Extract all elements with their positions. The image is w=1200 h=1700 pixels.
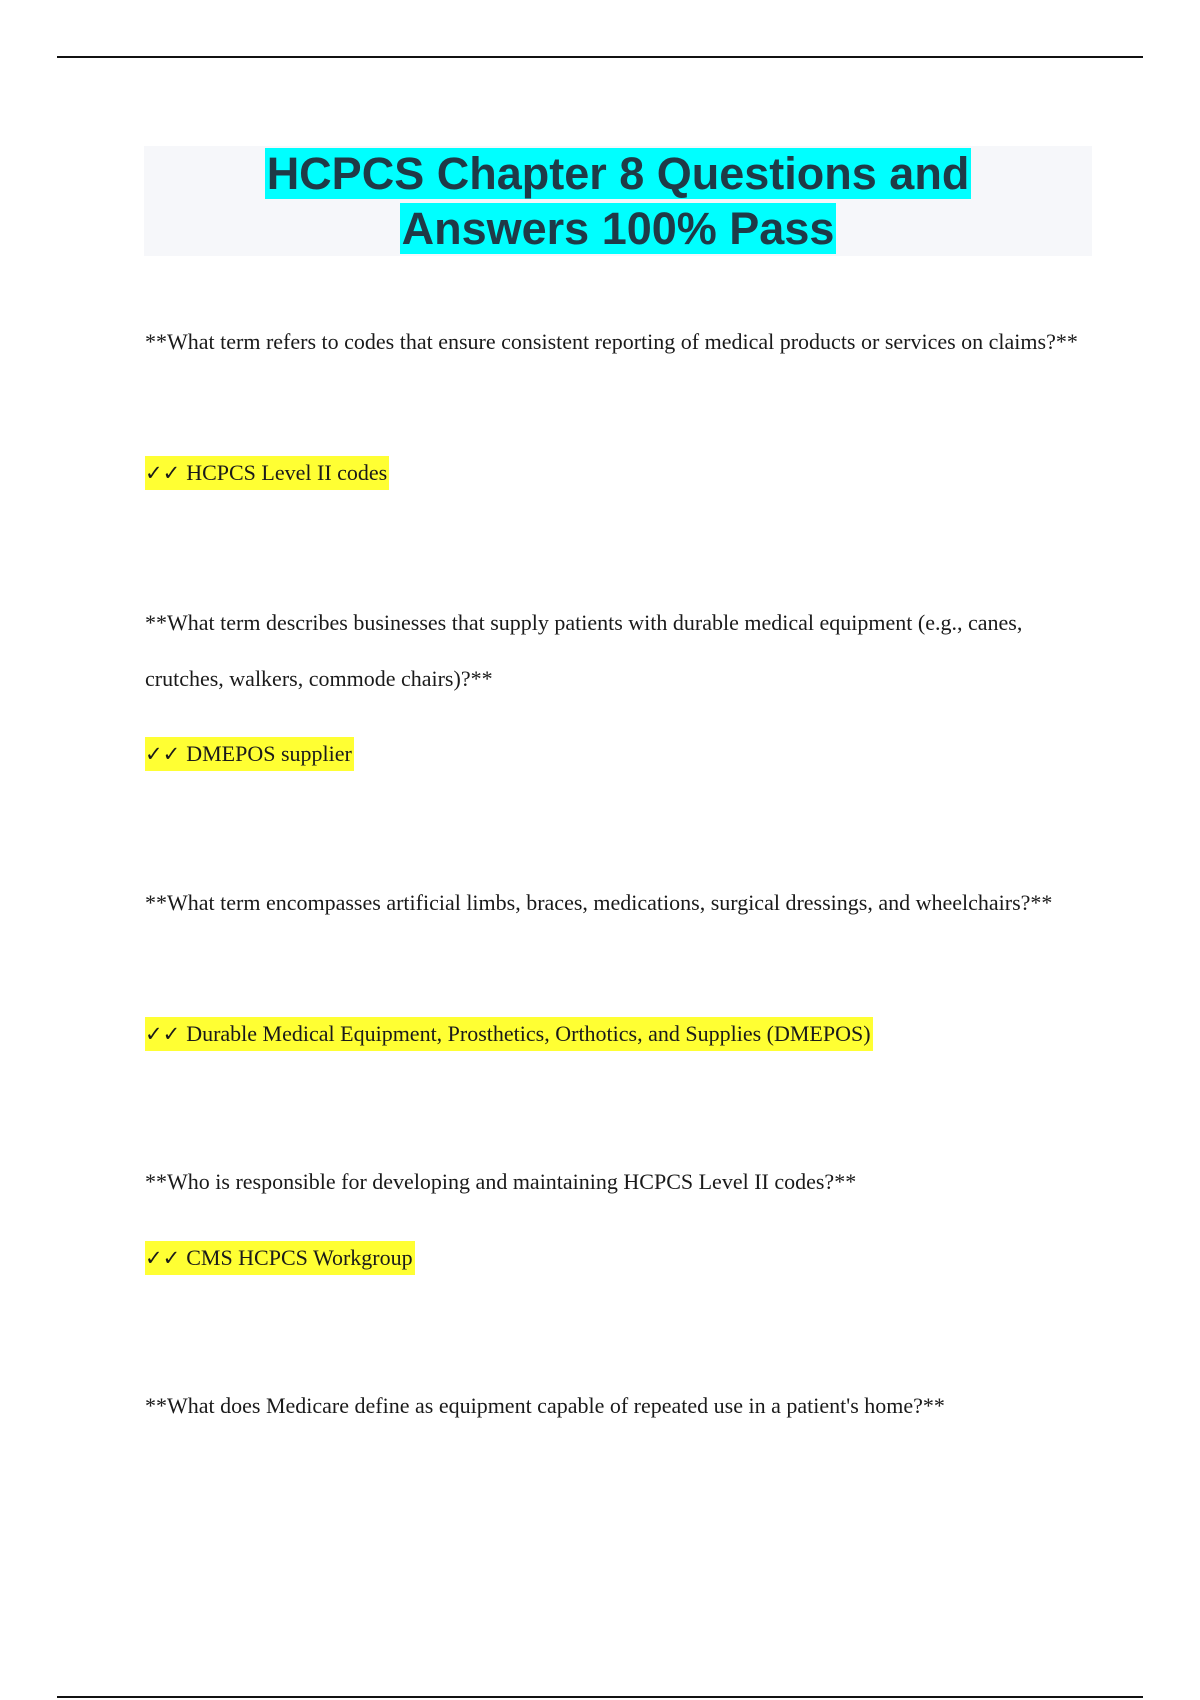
double-check-icon: ✓✓ <box>145 461 181 485</box>
question-2: **What term describes businesses that supply patients with durable medical equipment (e.g., canes, crutches, walkers, commode chairs)?** <box>145 610 1023 691</box>
top-rule <box>57 56 1143 58</box>
double-check-icon: ✓✓ <box>145 1246 181 1270</box>
answer-4 <box>145 1241 415 1275</box>
question-5: **What does Medicare define as equipment capable of repeated use in a patient's home?** <box>145 1393 945 1418</box>
answer-3-text: Durable Medical Equipment, Prosthetics, Orthotics, and Supplies (DMEPOS) <box>186 1021 871 1046</box>
double-check-icon: ✓✓ <box>145 742 181 766</box>
answer-2 <box>145 737 354 771</box>
title-line-1: HCPCS Chapter 8 Questions and <box>266 148 970 199</box>
double-check-icon: ✓✓ <box>145 1022 181 1046</box>
question-1: **What term refers to codes that ensure consistent reporting of medical products or services on claims?** <box>145 329 1078 354</box>
document-title <box>144 146 1092 256</box>
answer-2-text: DMEPOS supplier <box>186 741 352 766</box>
title-line-2: Answers 100% Pass <box>401 203 835 254</box>
answer-4-text: CMS HCPCS Workgroup <box>186 1245 413 1270</box>
answer-1 <box>145 456 389 490</box>
answer-3 <box>145 1017 873 1051</box>
bottom-rule <box>57 1696 1143 1698</box>
answer-1-text: HCPCS Level II codes <box>186 460 388 485</box>
question-4: **Who is responsible for developing and maintaining HCPCS Level II codes?** <box>145 1169 857 1194</box>
question-3: **What term encompasses artificial limbs, braces, medications, surgical dressings, and wheelchairs?** <box>145 890 1053 915</box>
